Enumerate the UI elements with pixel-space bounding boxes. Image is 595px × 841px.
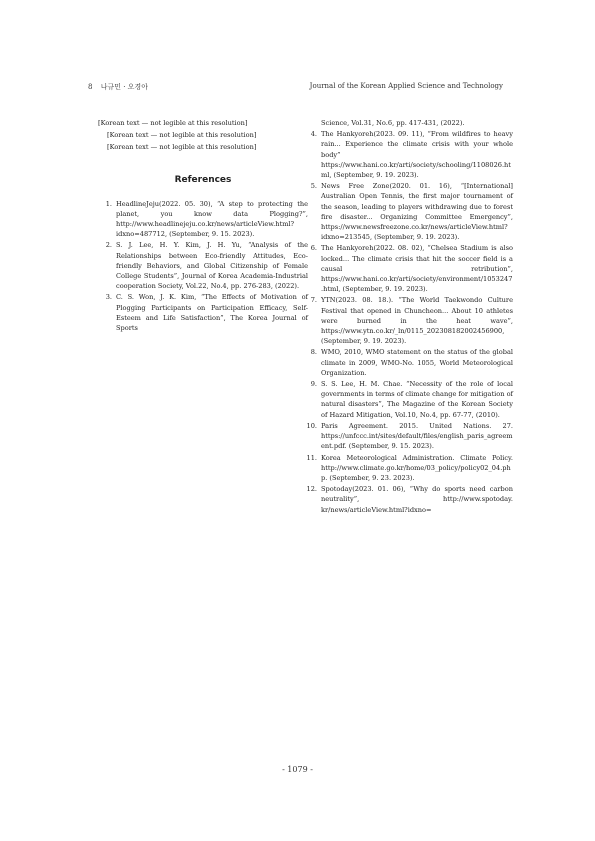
references-heading: References [174,174,232,185]
body-paragraph: [Korean text — not legible at this resolution] [107,131,257,140]
reference-number: 4. [310,130,317,139]
reference-item [98,240,308,291]
reference-number: 12. [306,485,317,494]
reference-text: YTN(2023. 08. 18.). “The World Taekwondo Culture Festival that opened in Chuncheon... About 10 athletes were burned in the heat wave”, https://www.ytn.co.kr/_ln/0115_202308182002456900, (September, 9. 19. 2023). [321,296,513,346]
reference-item [303,129,513,180]
reference-number: 10. [306,421,317,430]
reference-number: 3. [105,293,112,302]
reference-text: WMO, 2010, WMO statement on the status of the global climate in 2009, WMO-No. 1055, World Meteorological Organization. [321,348,513,377]
reference-text: News Free Zone(2020. 01. 16), “[International] Australian Open Tennis, the first major tournament of the season, leading to players withdrawing due to forest fire disaster... Organizing Committee Emergency”, https://www.newsfreezone.co.kr/news/articleView.html?idxno=213545, (September, 9. 19. 2023). [321,182,513,242]
body-paragraph: [Korean text — not legible at this resolution] [98,119,248,127]
reference-number: 1. [105,199,112,208]
header-journal-title: Journal of the Korean Applied Science and Technology [309,82,503,90]
header-authors: 나규민 · 오경아 [100,83,148,91]
reference-text: The Hankyoreh(2023. 09. 11), “From wildfires to heavy rain... Experience the climate crisis with your whole body” https://www.hani.co.kr/arti/society/schooling/1108026.html, (September, 9. 19. 2023). [321,130,513,180]
page-footer-number: - 1079 - [282,765,313,774]
reference-item [303,421,513,452]
reference-item [303,379,513,420]
reference-number: 6. [310,244,317,253]
reference-text: C. S. Won, J. K. Kim, “The Effects of Motivation of Plogging Participants on Participation Efficacy, Self-Esteem and Life Satisfaction”, The Korea Journal of Sports [116,293,308,333]
reference-item [303,453,513,484]
reference-text: HeadlineJeju(2022. 05. 30), “A step to protecting the planet, you know data Plogging?”, http://www.headlinejeju.co.kr/news/articleView.html?idxno=487712, (September, 9. 15. 2023). [116,199,308,239]
right-column [303,118,513,516]
reference-item [303,181,513,242]
reference-item [303,295,513,346]
reference-text: Spotoday(2023. 01. 06), “Why do sports need carbon neutrality”, http://www.spotoday. kr/news/articleView.html?idxno= [321,485,513,514]
reference-item [98,199,308,240]
body-paragraph: [Korean text — not legible at this resolution] [107,143,257,152]
reference-number: 2. [105,241,112,250]
reference-number: 8. [310,348,317,357]
left-column [98,118,308,334]
reference-text: S. S. Lee, H. M. Chae. “Necessity of the role of local governments in terms of climate change for mitigation of natural disasters”, The Magazine of the Korean Society of Hazard Mitigation, Vol.10, No.4, pp. 67-77, (2010). [321,380,513,419]
page-header [88,82,503,96]
header-left [88,82,154,96]
reference-number: 9. [310,380,317,389]
reference-item [303,243,513,294]
reference-text: Korea Meteorological Administration. Climate Policy. http://www.climate.go.kr/home/03_policy/policy02_04.php. (September, 9. 23. 2023). [321,453,513,482]
reference-item [98,292,308,333]
reference-number: 5. [310,182,317,191]
reference-text: The Hankyoreh(2022. 08. 02), “Chelsea Stadium is also locked... The climate crisis that hit the soccer field is a causal retribution”, https://www.hani.co.kr/arti/society/environment/1053247.html, (September, 9. 19. 2023). [321,244,513,294]
reference-number: 11. [306,453,317,462]
reference-text: S. J. Lee, H. Y. Kim, J. H. Yu, “Analysis of the Relationships between Eco-friendly Attitudes, Eco-friendly Behaviors, and Global Citizenship of Female College Students”, Journal of Korea Academia-Industrial cooperation Society, Vol.22, No.4, pp. 276-283, (2022). [116,241,308,291]
reference-item [303,347,513,378]
reference-continuation: Science, Vol.31, No.6, pp. 417-431, (2022). [321,119,465,127]
reference-text: Paris Agreement. 2015. United Nations. 27. https://unfccc.int/sites/default/files/english_paris_agreement.pdf. (September, 9. 15. 2023). [321,421,513,451]
reference-number: 7. [310,296,317,305]
reference-item [303,484,513,515]
header-page-number: 8 [88,83,93,91]
